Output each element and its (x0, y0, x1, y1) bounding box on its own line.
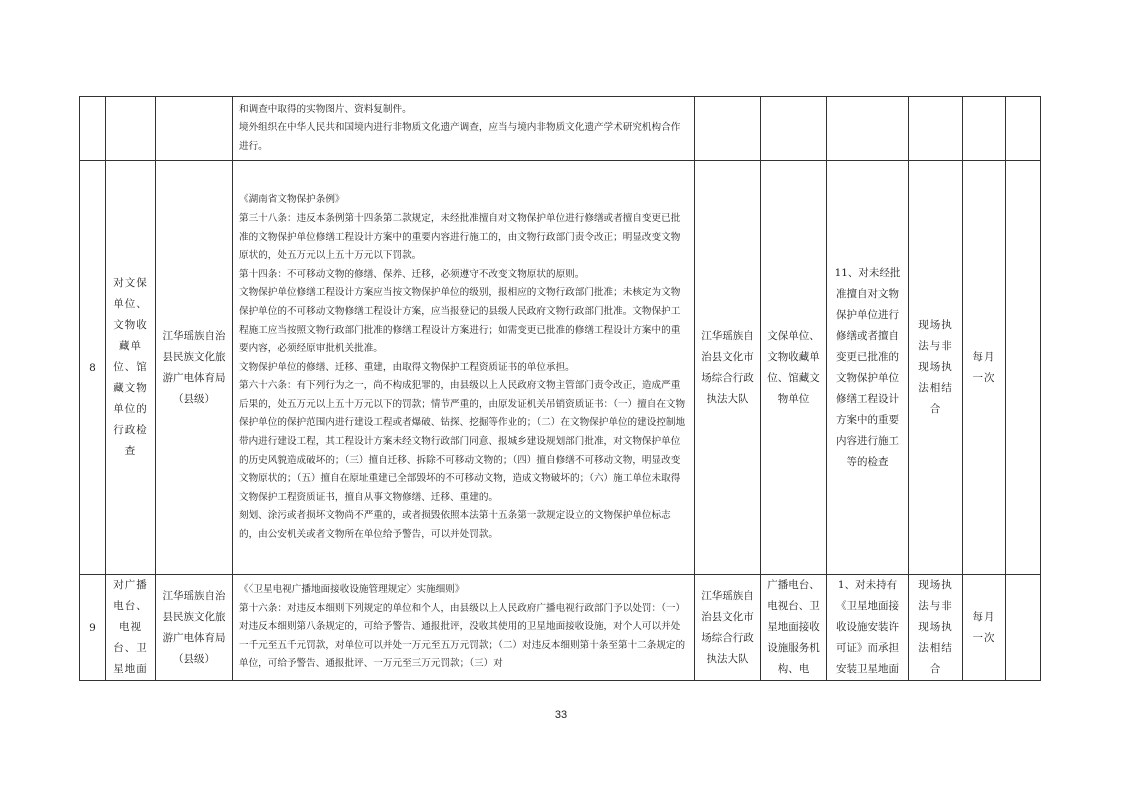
inspection-content-text: 1、对未持有《卫星地面接收设施安装许可证》而承担安装卫星地面 (836, 579, 899, 675)
row-number-cell (80, 97, 106, 161)
frequency-cell (963, 161, 1006, 575)
legal-basis-paragraph: 文物保护单位修缮工程设计方案应当按文物保护单位的级别，报相应的文物行政部门批准；未核定为文物保护单位的不可移动文物修缮工程设计方案，应当报登记的县级人民政府文物行政部门批准。文物保护工程施工应当按照文物行政部门批准的修缮工程设计方案进行；如需变更已批准的修缮工程设计方案中的重要内容，必须经原审批机关批准。 (239, 287, 681, 355)
remarks-cell (1006, 575, 1041, 681)
method-cell (909, 97, 963, 161)
enforcer-cell (695, 161, 761, 575)
target-cell (761, 161, 827, 575)
legal-basis-paragraph: 第十四条：不可移动文物的修缮、保养、迁移，必须遵守不改变文物原状的原则。 (239, 268, 585, 280)
legal-basis-paragraph: 和调查中取得的实物图片、资料复制件。 (239, 103, 412, 115)
table-row (80, 97, 1041, 161)
legal-basis-paragraph: 第十六条：对违反本细则下列规定的单位和个人，由县级以上人民政府广播电视行政部门予以处罚：（一）对违反本细则第八条规定的，可给予警告、通报批评，没收其使用的卫星地面接收设施，对个人可以并处一千元至五千元罚款，对单位可以并处一万元至五万元罚款；（二）对违反本细则第十条至第十二条规定的单位，可给予警告、通报批评、一万元至三万元罚款；（三）对 (239, 602, 686, 670)
legal-basis-cell (233, 575, 695, 681)
legal-basis-paragraph: 境外组织在中华人民共和国境内进行非物质文化遗产调查，应当与境内非物质文化遗产学术研究机构合作进行。 (239, 122, 681, 152)
target-cell (761, 575, 827, 681)
inspection-item-cell (106, 97, 156, 161)
target-text: 文保单位、文物收藏单位、馆藏文物单位 (767, 329, 820, 405)
method-text: 现场执法与非现场执法相结合 (918, 319, 953, 415)
inspection-item-text: 对广播电台、电视台、卫星地面 (113, 579, 148, 675)
responsible-dept-cell (156, 97, 233, 161)
legal-basis-paragraph: 第六十六条：有下列行为之一，尚不构成犯罪的，由县级以上人民政府文物主管部门责令改正，造成严重后果的，处五万元以上五十万元以下的罚款；情节严重的，由原发证机关吊销资质证书：（一）擅自在文物保护单位的保护范围内进行建设工程或者爆破、钻探、挖掘等作业的；（二）在文物保护单位的建设控制地带内进行建设工程，其工程设计方案未经文物行政部门同意、报城乡建设规划部门批准，对文物保护单位的历史风貌造成破坏的；（三）擅自迁移、拆除不可移动文物的；（四）擅自修缮不可移动文物，明显改变文物原状的；（五）擅自在原址重建已全部毁坏的不可移动文物，造成文物破坏的；（六）施工单位未取得文物保护工程资质证书，擅自从事文物修缮、迁移、重建的。 (239, 380, 686, 503)
legal-basis-paragraph: 第三十八条：违反本条例第十四条第二款规定，未经批准擅自对文物保护单位进行修缮或者擅自变更已批准的文物保护单位修缮工程设计方案中的重要内容进行施工的，由文物行政部门责令改正；明显改变文物原状的，处五万元以上五十万元以下罚款。 (239, 212, 681, 262)
frequency-cell (963, 97, 1006, 161)
method-cell (909, 161, 963, 575)
row-number-cell: 8 (80, 161, 106, 575)
legal-basis-paragraph: 《〈卫星电视广播地面接收设施管理规定〉实施细则》 (239, 584, 465, 596)
legal-basis-cell (233, 161, 695, 575)
responsible-dept-text: 江华瑶族自治县民族文化旅游广电体育局（县级） (162, 329, 226, 405)
inspection-content-cell (827, 97, 909, 161)
inspection-content-cell (827, 161, 909, 575)
responsible-dept-cell (156, 575, 233, 681)
page-number: 33 (554, 709, 568, 721)
inspection-content-cell (827, 575, 909, 681)
target-cell (761, 97, 827, 161)
responsible-dept-text: 江华瑶族自治县民族文化旅游广电体育局（县级） (162, 589, 226, 665)
frequency-text: 每月一次 (972, 350, 996, 384)
table-row (80, 575, 1041, 681)
legal-basis-cell (233, 97, 695, 161)
enforcer-text: 江华瑶族自治县文化市场综合行政执法大队 (701, 329, 754, 405)
responsible-dept-cell (156, 161, 233, 575)
remarks-cell (1006, 97, 1041, 161)
method-text: 现场执法与非现场执法相结合 (918, 579, 953, 675)
legal-basis-paragraph: 《湖南省文物保护条例》 (239, 194, 345, 206)
table-row (80, 161, 1041, 575)
enforcer-text: 江华瑶族自治县文化市场综合行政执法大队 (701, 589, 754, 665)
inspection-item-cell (106, 575, 156, 681)
legal-basis-paragraph: 文物保护单位的修缮、迁移、重建，由取得文物保护工程资质证书的单位承担。 (239, 361, 575, 373)
row-number-cell: 9 (80, 575, 106, 681)
frequency-text: 每月一次 (972, 610, 996, 644)
inspection-item-text: 对文保单位、文物收藏单位、馆藏文物单位的行政检查 (113, 277, 148, 457)
target-text: 广播电台、电视台、卫星地面接收设施服务机构、电 (767, 579, 820, 675)
enforcer-cell (695, 575, 761, 681)
enforcement-table (79, 96, 1041, 681)
remarks-cell (1006, 161, 1041, 575)
frequency-cell (963, 575, 1006, 681)
legal-basis-paragraph: 刻划、涂污或者损坏文物尚不严重的，或者损毁依照本法第十五条第一款规定设立的文物保护单位标志的，由公安机关或者文物所在单位给予警告，可以并处罚款。 (239, 510, 671, 541)
inspection-item-cell (106, 161, 156, 575)
enforcer-cell (695, 97, 761, 161)
inspection-content-text: 11、对未经批准擅自对文物保护单位进行修缮或者擅自变更已批准的文物保护单位修缮工程设计方案中的重要内容进行施工等的检查 (834, 266, 901, 468)
method-cell (909, 575, 963, 681)
